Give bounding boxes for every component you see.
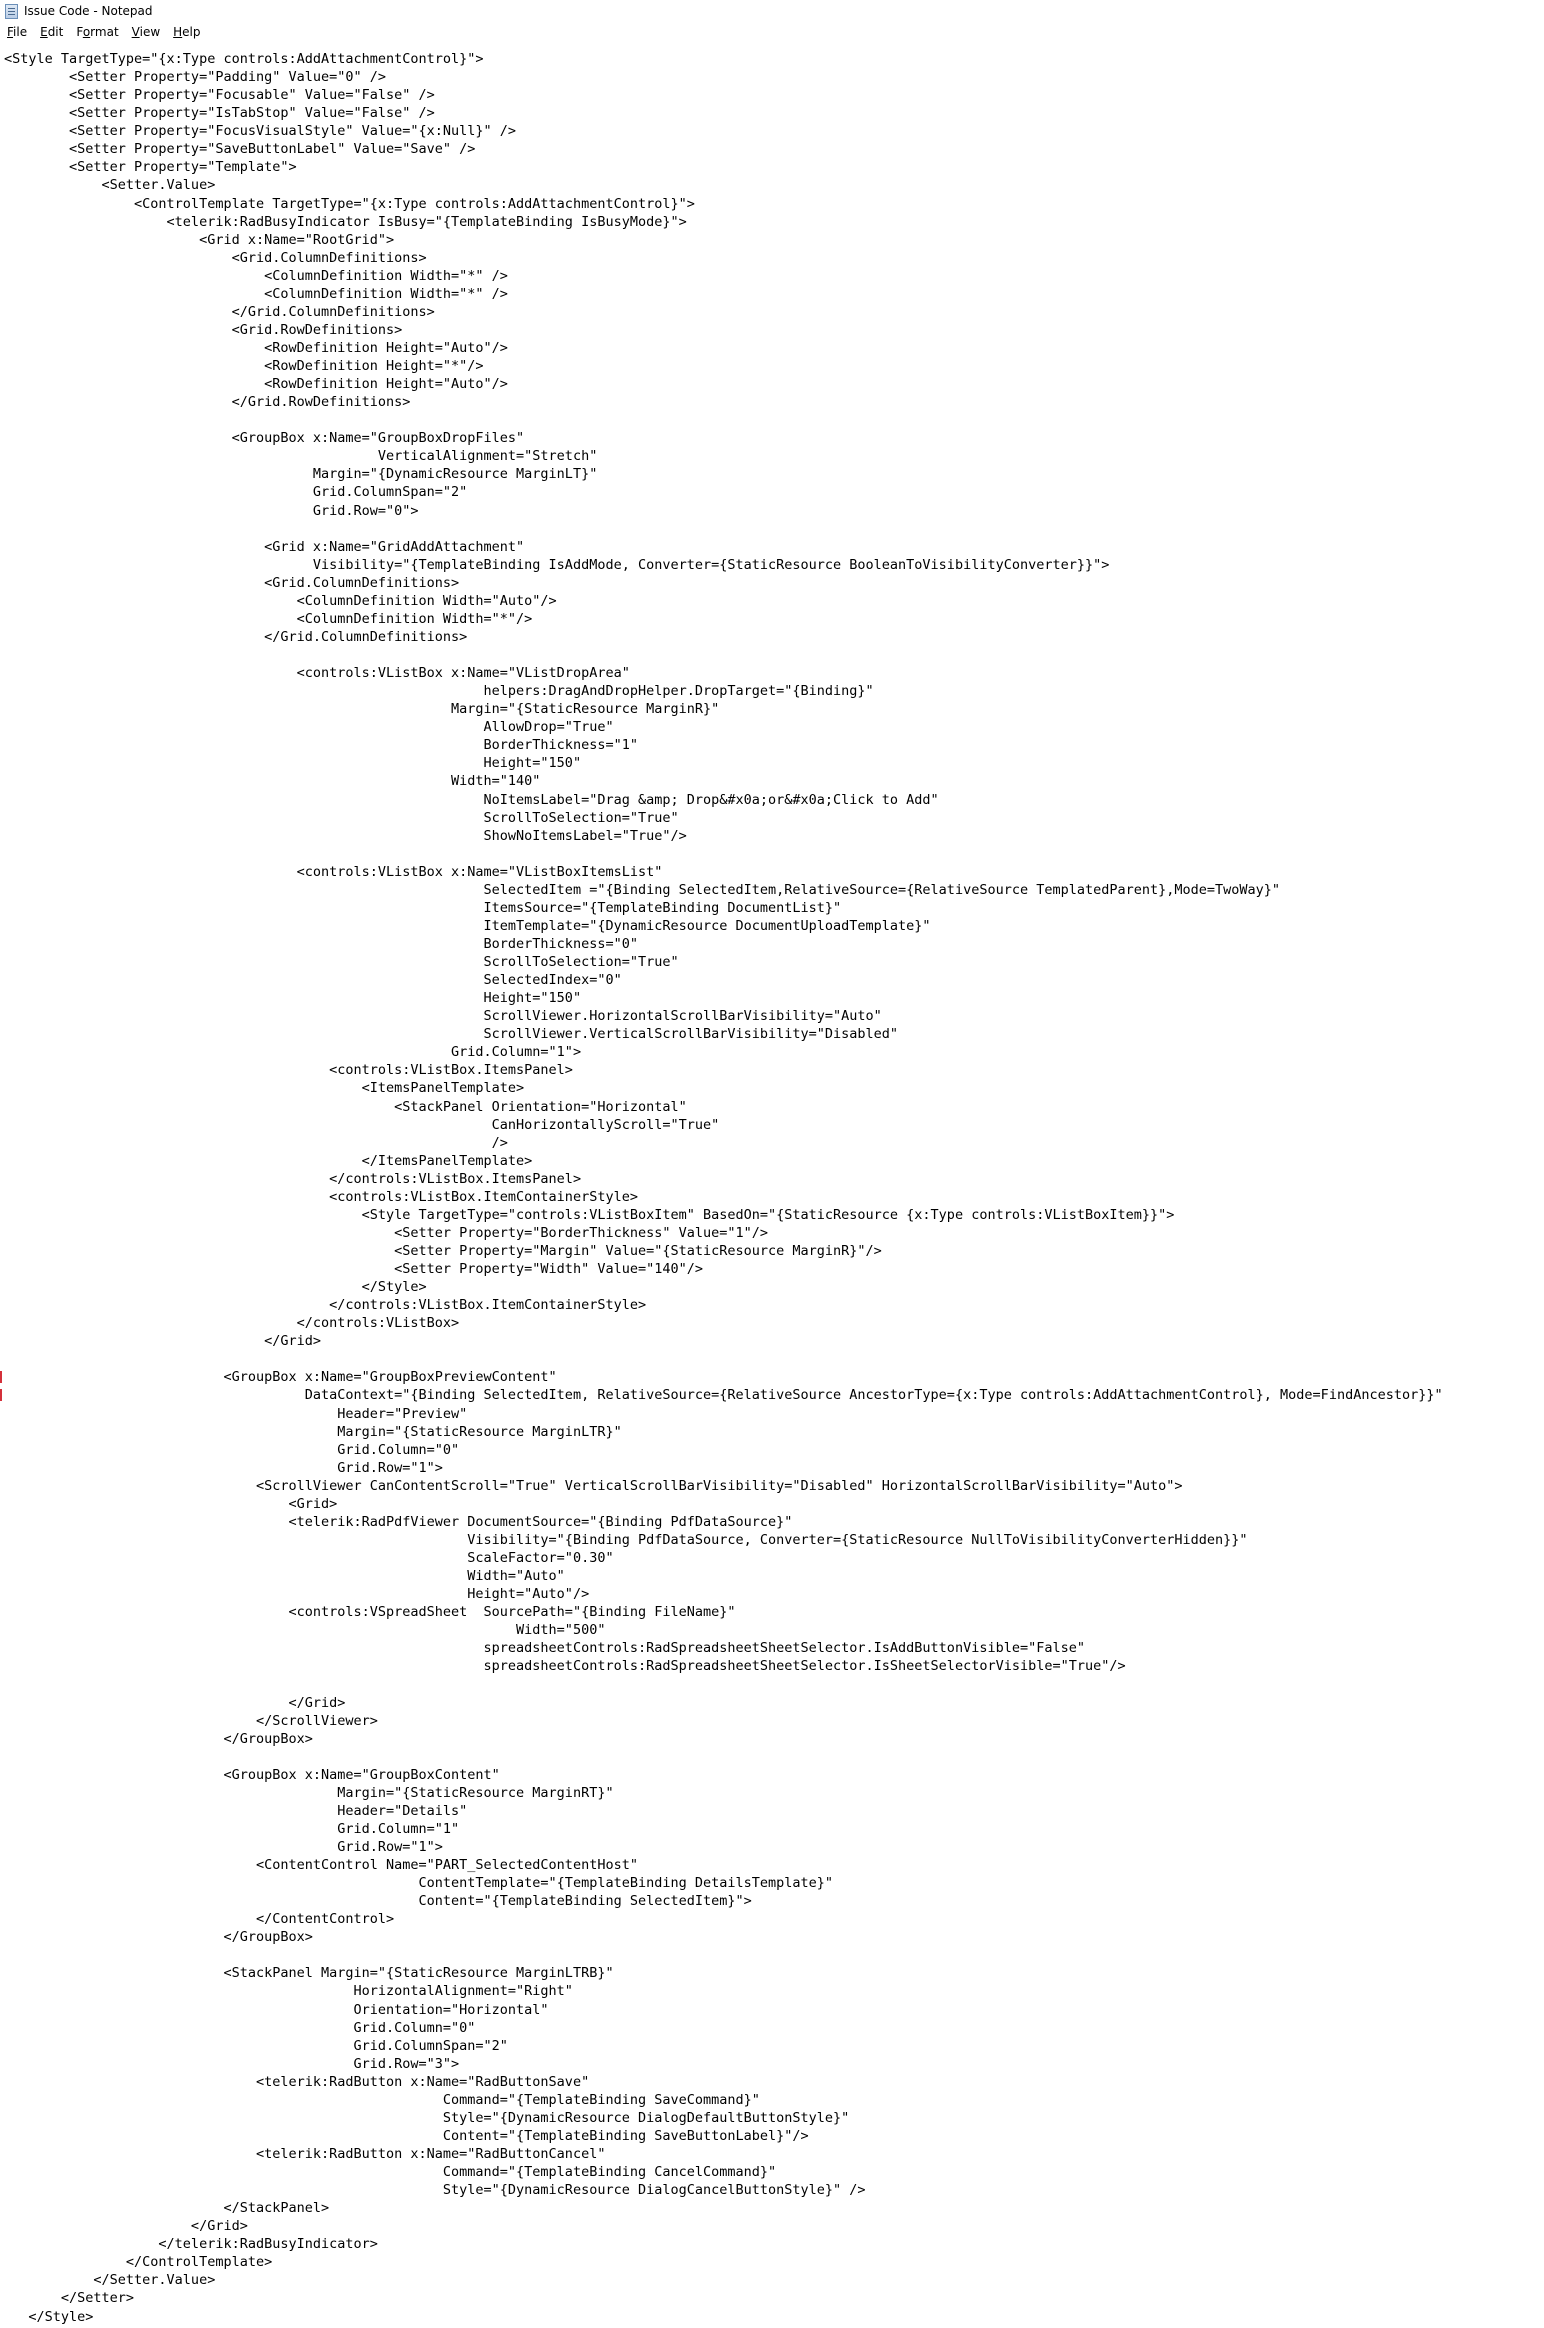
code-line: ItemsSource="{TemplateBinding DocumentList}"	[4, 899, 842, 916]
code-line: </Grid>	[4, 1333, 321, 1350]
menu-format[interactable]	[69, 25, 124, 39]
code-line: </ControlTemplate>	[4, 2254, 273, 2271]
code-line: <Grid x:Name="RootGrid">	[4, 231, 395, 248]
code-line: <Setter Property="Focusable" Value="False" />	[4, 87, 435, 104]
code-line: HorizontalAlignment="Right"	[4, 1983, 573, 2000]
code-line: <telerik:RadButton x:Name="RadButtonCancel"	[4, 2146, 606, 2162]
code-line: Margin="{StaticResource MarginRT}"	[4, 1784, 614, 1801]
code-line: Visibility="{TemplateBinding IsAddMode, Converter={StaticResource BooleanToVisibilityConverter}}">	[4, 556, 1110, 573]
menu-edit-mnemonic: E	[40, 25, 48, 39]
notepad-icon	[5, 4, 18, 19]
code-line: ItemTemplate="{DynamicResource DocumentUploadTemplate}"	[4, 917, 931, 934]
menu-help-mnemonic: H	[173, 25, 183, 39]
code-line: <Setter Property="FocusVisualStyle" Value="{x:Null}" />	[4, 123, 517, 140]
code-line: Width="500"	[4, 1622, 606, 1639]
code-line: Grid.Row="1">	[4, 1459, 443, 1476]
code-line: Grid.Column="1">	[4, 1044, 582, 1061]
code-line: <StackPanel Orientation="Horizontal"	[4, 1098, 687, 1115]
code-line: <controls:VListBox x:Name="VListDropArea"	[4, 665, 630, 681]
code-line: Margin="{StaticResource MarginLTR}"	[4, 1423, 622, 1440]
code-line: <Grid>	[4, 1495, 338, 1512]
code-line: Margin="{DynamicResource MarginLT}"	[4, 466, 598, 483]
code-line: Orientation="Horizontal"	[4, 2001, 549, 2018]
code-line: Grid.Row="3">	[4, 2055, 460, 2072]
code-line: </controls:VListBox.ItemsPanel>	[4, 1170, 582, 1187]
code-line: </ContentControl>	[4, 1911, 395, 1928]
menu-help-rest: elp	[182, 25, 201, 39]
code-line: <ColumnDefinition Width="*"/>	[4, 610, 533, 627]
code-line: <StackPanel Margin="{StaticResource MarginLTRB}"	[4, 1965, 614, 1982]
code-line: DataContext="{Binding SelectedItem, RelativeSource={RelativeSource AncestorType={x:Type controls:AddAttachmentControl}, Mode=FindAncestor}}"	[4, 1387, 1443, 1404]
menu-format-mnemonic: o	[82, 25, 91, 39]
code-line: Style="{DynamicResource DialogCancelButtonStyle}" />	[4, 2182, 866, 2199]
code-line: ScrollToSelection="True"	[4, 954, 679, 970]
title-bar	[0, 0, 1544, 22]
menu-view-rest: iew	[139, 25, 161, 39]
code-line: ScrollViewer.VerticalScrollBarVisibility="Disabled"	[4, 1026, 899, 1043]
code-line: SelectedIndex="0"	[4, 972, 622, 989]
margin-marker	[0, 1371, 2, 1383]
menu-edit[interactable]	[33, 25, 69, 39]
menu-help[interactable]	[166, 25, 206, 39]
code-line: ScrollToSelection="True"	[4, 809, 679, 826]
code-line: </Grid>	[4, 2218, 248, 2235]
code-line: <controls:VSpreadSheet SourcePath="{Binding FileName}"	[4, 1604, 736, 1621]
code-line: Command="{TemplateBinding SaveCommand}"	[4, 2091, 760, 2108]
code-line: <Style TargetType="{x:Type controls:AddAttachmentControl}">	[4, 51, 484, 67]
code-line: <Grid.RowDefinitions>	[4, 321, 403, 338]
code-line: <controls:VListBox.ItemsPanel>	[4, 1062, 573, 1079]
code-line: <GroupBox x:Name="GroupBoxDropFiles"	[4, 430, 525, 447]
code-line: Content="{TemplateBinding SelectedItem}">	[4, 1893, 752, 1910]
code-line: </Grid.ColumnDefinitions>	[4, 628, 468, 645]
code-line: <ScrollViewer CanContentScroll="True" VerticalScrollBarVisibility="Disabled" HorizontalScrollBarVisibility="Auto">	[4, 1477, 1183, 1494]
code-line: <RowDefinition Height="Auto"/>	[4, 376, 508, 393]
code-line: <controls:VListBox.ItemContainerStyle>	[4, 1188, 638, 1205]
code-line: <telerik:RadPdfViewer DocumentSource="{Binding PdfDataSource}"	[4, 1513, 793, 1530]
code-line: Height="Auto"/>	[4, 1586, 590, 1603]
code-line: spreadsheetControls:RadSpreadsheetSheetSelector.IsSheetSelectorVisible="True"/>	[4, 1658, 1126, 1675]
code-line: </Grid.ColumnDefinitions>	[4, 303, 435, 320]
menu-file[interactable]	[0, 25, 33, 39]
code-line: </telerik:RadBusyIndicator>	[4, 2236, 378, 2253]
code-line: </ScrollViewer>	[4, 1712, 378, 1729]
code-line: <ColumnDefinition Width="*" />	[4, 267, 508, 284]
code-line: />	[4, 1134, 508, 1151]
code-line: <Grid x:Name="GridAddAttachment"	[4, 538, 525, 555]
code-line: Header="Details"	[4, 1802, 468, 1819]
code-line: helpers:DragAndDropHelper.DropTarget="{Binding}"	[4, 683, 874, 700]
code-line: <ItemsPanelTemplate>	[4, 1080, 525, 1097]
code-line: </Grid>	[4, 1694, 346, 1711]
code-line: Content="{TemplateBinding SaveButtonLabel}"/>	[4, 2127, 809, 2144]
menu-view[interactable]	[125, 25, 166, 39]
code-line: AllowDrop="True"	[4, 719, 614, 736]
menu-file-mnemonic: F	[7, 25, 14, 39]
menu-format-first: F	[76, 25, 83, 39]
code-line: BorderThickness="0"	[4, 935, 638, 952]
code-line: <ColumnDefinition Width="Auto"/>	[4, 592, 557, 609]
code-line: ScaleFactor="0.30"	[4, 1550, 614, 1566]
code-line: <ContentControl Name="PART_SelectedContentHost"	[4, 1857, 638, 1873]
code-line: Grid.Column="1"	[4, 1820, 460, 1837]
code-line: <Style TargetType="controls:VListBoxItem" BasedOn="{StaticResource {x:Type controls:VListBoxItem}}">	[4, 1206, 1175, 1223]
code-line: Height="150"	[4, 755, 582, 772]
text-editor-area[interactable]	[0, 42, 1544, 2328]
code-line: <Setter Property="BorderThickness" Value="1"/>	[4, 1224, 769, 1241]
code-line: Header="Preview"	[4, 1405, 468, 1422]
menu-view-mnemonic: V	[131, 25, 140, 39]
code-line: Width="Auto"	[4, 1568, 565, 1584]
code-line: </Style>	[4, 2308, 94, 2325]
code-line: ContentTemplate="{TemplateBinding DetailsTemplate}"	[4, 1875, 834, 1892]
code-line: SelectedItem ="{Binding SelectedItem,RelativeSource={RelativeSource TemplatedParent},Mode=TwoWay}"	[4, 881, 1281, 898]
code-line: CanHorizontallyScroll="True"	[4, 1116, 720, 1133]
menu-edit-rest: dit	[47, 25, 64, 39]
margin-marker	[0, 1389, 2, 1401]
code-line: <RowDefinition Height="*"/>	[4, 358, 484, 374]
code-line: <GroupBox x:Name="GroupBoxPreviewContent"	[4, 1369, 557, 1386]
code-line: Style="{DynamicResource DialogDefaultButtonStyle}"	[4, 2109, 850, 2126]
code-line: </Setter.Value>	[4, 2272, 216, 2289]
code-line: VerticalAlignment="Stretch"	[4, 448, 598, 465]
code-line: </Grid.RowDefinitions>	[4, 394, 411, 411]
menu-format-rest: rmat	[90, 25, 119, 39]
code-line: Grid.Row="0">	[4, 502, 419, 519]
code-line: </GroupBox>	[4, 1730, 313, 1747]
code-line: Command="{TemplateBinding CancelCommand}"	[4, 2164, 777, 2180]
code-line: <Setter Property="Template">	[4, 159, 297, 176]
code-line: </GroupBox>	[4, 1929, 313, 1946]
code-line: ScrollViewer.HorizontalScrollBarVisibility="Auto"	[4, 1008, 882, 1025]
code-line: </controls:VListBox>	[4, 1315, 460, 1332]
code-line: <Setter Property="Padding" Value="0" />	[4, 69, 387, 86]
code-line: Grid.Column="0"	[4, 1441, 460, 1458]
code-line: <Grid.ColumnDefinitions>	[4, 249, 427, 266]
code-line: ShowNoItemsLabel="True"/>	[4, 827, 687, 844]
code-line: </Style>	[4, 1279, 427, 1296]
code-line: spreadsheetControls:RadSpreadsheetSheetSelector.IsAddButtonVisible="False"	[4, 1640, 1085, 1657]
code-line: <Setter Property="Width" Value="140"/>	[4, 1261, 703, 1277]
code-line: Visibility="{Binding PdfDataSource, Converter={StaticResource NullToVisibilityConverterHidden}}"	[4, 1531, 1248, 1548]
code-line: </StackPanel>	[4, 2200, 330, 2217]
code-line: Margin="{StaticResource MarginR}"	[4, 701, 720, 718]
code-line: Width="140"	[4, 773, 541, 790]
code-line: </Setter>	[4, 2290, 135, 2307]
code-line: <Setter Property="SaveButtonLabel" Value="Save" />	[4, 141, 476, 158]
code-line: Height="150"	[4, 990, 582, 1007]
code-line: <RowDefinition Height="Auto"/>	[4, 340, 508, 356]
code-line: <telerik:RadButton x:Name="RadButtonSave"	[4, 2073, 590, 2090]
code-line: Grid.Row="1">	[4, 1838, 443, 1855]
code-line: <controls:VListBox x:Name="VListBoxItemsList"	[4, 863, 663, 880]
code-line: <Setter Property="Margin" Value="{StaticResource MarginR}"/>	[4, 1243, 882, 1259]
code-line: <GroupBox x:Name="GroupBoxContent"	[4, 1766, 500, 1783]
code-line: <ColumnDefinition Width="*" />	[4, 285, 508, 302]
window-title: Issue Code - Notepad	[24, 4, 153, 18]
code-line: </controls:VListBox.ItemContainerStyle>	[4, 1297, 647, 1314]
code-line: Grid.ColumnSpan="2"	[4, 2037, 508, 2054]
code-line: BorderThickness="1"	[4, 737, 638, 754]
code-line: <ControlTemplate TargetType="{x:Type controls:AddAttachmentControl}">	[4, 195, 695, 212]
code-line: NoItemsLabel="Drag &amp; Drop&#x0a;or&#x0a;Click to Add"	[4, 791, 939, 808]
code-line: Grid.Column="0"	[4, 2019, 476, 2036]
code-line: </ItemsPanelTemplate>	[4, 1152, 533, 1169]
code-line: <Setter Property="IsTabStop" Value="False" />	[4, 105, 435, 122]
code-line: <telerik:RadBusyIndicator IsBusy="{TemplateBinding IsBusyMode}">	[4, 213, 687, 230]
menu-bar	[0, 22, 1544, 42]
code-line: <Grid.ColumnDefinitions>	[4, 574, 460, 591]
code-line: Grid.ColumnSpan="2"	[4, 484, 468, 501]
menu-file-rest: ile	[13, 25, 28, 39]
code-line: <Setter.Value>	[4, 177, 216, 194]
